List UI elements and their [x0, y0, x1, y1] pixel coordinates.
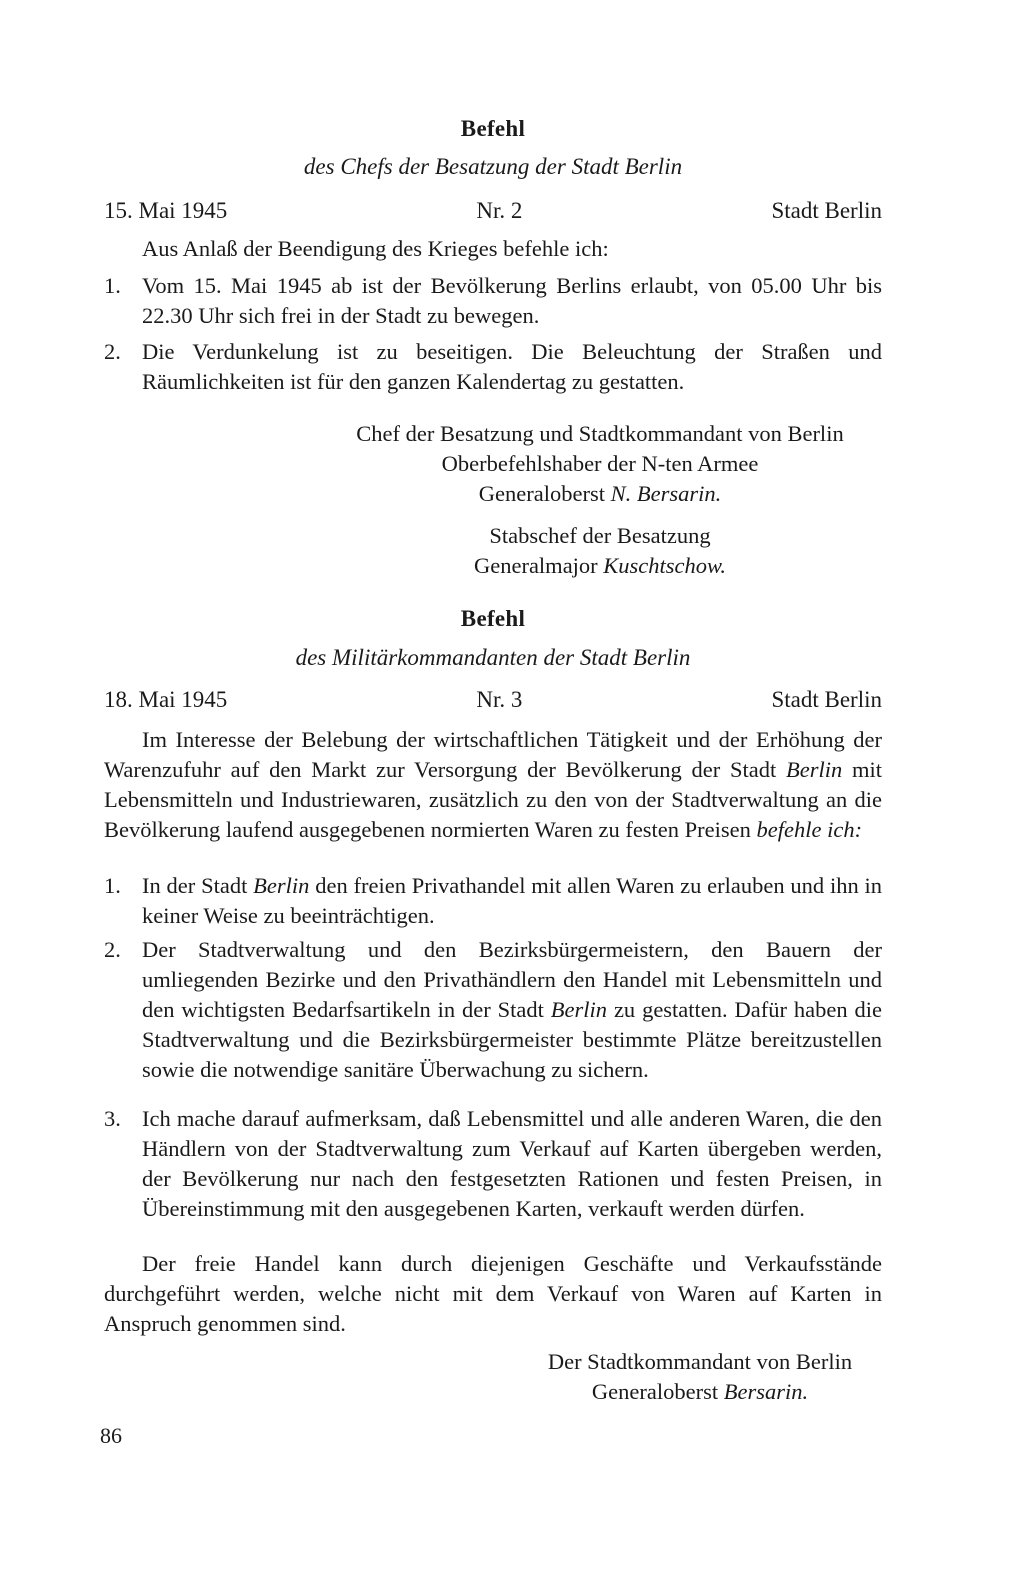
order2-intro-b: mit Lebensmitteln und Industriewaren, zusätzlich zu den von der Stadtverwaltung an die Bevölkerung laufend ausgegebenen normierten Waren zu festen Preisen — [104, 757, 882, 842]
order1-number: Nr. 2 — [476, 198, 523, 223]
order1-intro: Aus Anlaß der Beendigung des Krieges befehle ich: — [142, 236, 609, 261]
order2-number: Nr. 3 — [476, 687, 523, 712]
order1-place: Stadt Berlin — [771, 198, 882, 223]
order2-sig-line1: Der Stadtkommandant von Berlin — [547, 1349, 853, 1374]
order1-item-1-number: 1. — [104, 273, 121, 298]
order2-date: 18. Mai 1945 — [104, 687, 228, 712]
order2-sig-line2 — [500, 1377, 900, 1407]
order2-item-2-a: Der Stadtverwaltung und den Bezirksbürgermeistern, den Bauern der umliegenden Bezirke und den Privathändlern den Handel mit Lebensmitteln und den wichtigsten Bedarfsartikeln in der Stadt — [142, 937, 882, 1022]
order2-intro — [104, 725, 882, 845]
order2-item-2-b: zu gestatten. Dafür haben die Stadtverwaltung und die Bezirksbürgermeister bestimmte Plätze bereitzustellen sowie die notwendige sanitäre Überwachung zu sichern. — [142, 997, 883, 1082]
order2-item-1 — [104, 871, 882, 931]
order1-sig1-line2: Oberbefehlshaber der N-ten Armee — [441, 451, 759, 476]
order1-sig2-rank: Generalmajor — [473, 553, 598, 578]
order2-item-2 — [104, 935, 882, 1085]
order1-date: 15. Mai 1945 — [104, 198, 228, 223]
order1-meta — [104, 198, 882, 224]
order2-item-1-city: Berlin — [253, 873, 310, 898]
order1-sig2-name: Kuschtschow. — [603, 553, 727, 578]
order1-item-1 — [104, 271, 882, 331]
order2-meta — [104, 687, 882, 713]
order2-sig-name: Bersarin. — [723, 1379, 809, 1404]
order2-item-1-text — [142, 871, 882, 931]
order2-intro-city: Berlin — [786, 757, 843, 782]
order2-item-3-text: Ich mache darauf aufmerksam, daß Lebensmittel und alle anderen Waren, die den Händlern von der Stadtverwaltung zum Verkauf auf Karten übergeben werden, der Bevölkerung nur nach den festgesetzten Rationen und festen Preisen, in Übereinstimmung mit den ausgegebenen Karten, verkauft werden dürfen. — [142, 1106, 882, 1221]
order1-subtitle: des Chefs der Besatzung der Stadt Berlin — [303, 154, 683, 179]
order1-signature-2 — [400, 521, 800, 581]
order1-sig1-line3 — [300, 479, 900, 509]
order2-item-3-number: 3. — [104, 1106, 121, 1131]
order1-title: Befehl — [460, 116, 526, 141]
order1-item-1-text: Vom 15. Mai 1945 ab ist der Bevölkerung Berlins erlaubt, von 05.00 Uhr bis 22.30 Uhr sich frei in der Stadt zu bewegen. — [142, 273, 882, 328]
order2-item-2-number: 2. — [104, 937, 121, 962]
order2-subtitle: des Militärkommandanten der Stadt Berlin — [295, 645, 691, 670]
order2-item-1-a: In der Stadt — [142, 873, 248, 898]
order2-intro-a: Im Interesse der Belebung der wirtschaftlichen Tätigkeit und der Erhöhung der Warenzufuhr auf den Markt zur Versorgung der Bevölkerung der Stadt — [104, 727, 882, 782]
order2-item-2-city: Berlin — [550, 997, 608, 1022]
order1-sig2-line1: Stabschef der Besatzung — [489, 523, 711, 548]
order2-item-1-number: 1. — [104, 873, 121, 898]
page-number: 86 — [100, 1423, 122, 1448]
order2-closing: Der freie Handel kann durch diejenigen Geschäfte und Verkaufsstände durchgeführt werden, welche nicht mit dem Verkauf von Waren auf Karten in Anspruch genommen sind. — [104, 1251, 882, 1336]
order2-item-2-text — [142, 935, 882, 1085]
order2-intro-order: befehle ich: — [756, 817, 863, 842]
order2-signature — [500, 1347, 900, 1407]
order2-sig-rank: Generaloberst — [591, 1379, 719, 1404]
order1-sig1-line1: Chef der Besatzung und Stadtkommandant von Berlin — [356, 421, 844, 446]
order1-item-2-text: Die Verdunkelung ist zu beseitigen. Die Beleuchtung der Straßen und Räumlichkeiten ist für den ganzen Kalendertag zu gestatten. — [142, 339, 882, 394]
order1-sig2-line2 — [400, 551, 800, 581]
order1-signature-1 — [300, 419, 900, 509]
order1-sig1-name: N. Bersarin. — [610, 481, 722, 506]
order2-title: Befehl — [460, 606, 526, 631]
order1-item-2 — [104, 337, 882, 397]
order2-item-3 — [104, 1104, 882, 1224]
order1-sig1-rank: Generaloberst — [478, 481, 605, 506]
order2-item-1-b: den freien Privathandel mit allen Waren zu erlauben und ihn in keiner Weise zu beeinträchtigen. — [142, 873, 883, 928]
order2-place: Stadt Berlin — [771, 687, 882, 712]
order1-item-2-number: 2. — [104, 339, 121, 364]
